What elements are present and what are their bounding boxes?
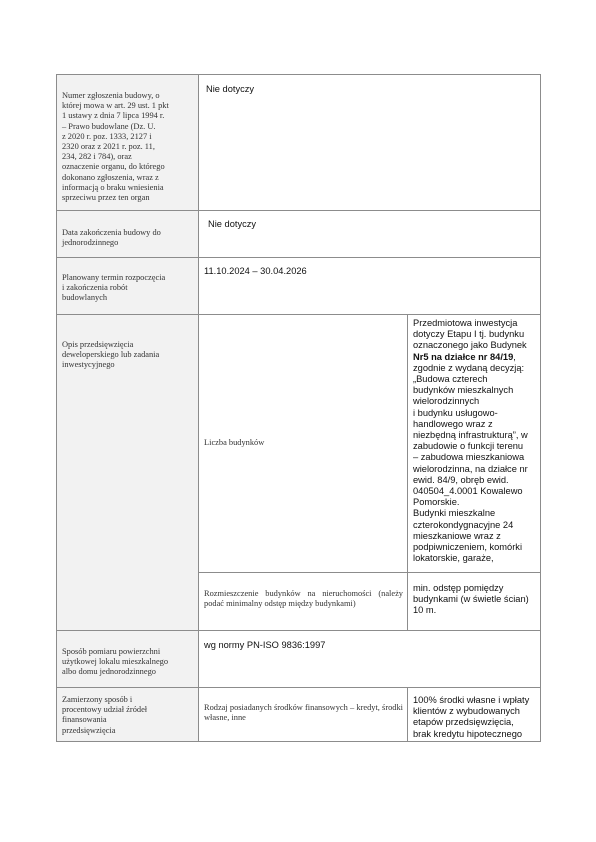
row-value-cell — [408, 315, 541, 573]
prospectus-table — [56, 74, 541, 742]
table-row — [57, 211, 541, 258]
building-notification-value: Nie dotyczy — [206, 84, 255, 94]
table-row — [57, 258, 541, 315]
row-sublabel-cell — [199, 315, 408, 573]
buildings-count-value-intro: Przedmiotowa inwestycja dotyczy Etapu I tj. budynku oznaczonego jako Budynek — [413, 318, 527, 351]
area-measurement-label: Sposób pomiaru powierzchni użytkowej lokalu mieszkalnego albo domu jednorodzinnego — [62, 647, 169, 677]
row-label-cell — [57, 75, 199, 211]
table-row — [57, 631, 541, 688]
buildings-layout-label: Rozmieszczenie budynków na nieruchomości (należy podać minimalny odstęp między budynkami) — [204, 589, 403, 609]
row-label-cell — [57, 258, 199, 315]
building-notification-label: Numer zgłoszenia budowy, o której mowa w art. 29 ust. 1 pkt 1 ustawy z dnia 7 lipca 1994 r. – Prawo budowlane (Dz. U. z 2020 r. poz. 1333, 2127 i 2320 oraz z 2021 r. poz. 11, 234, 282 i 784), oraz oznaczenie organu, do którego dokonano zgłoszenia, wraz z informacją o braku wniesienia sprzeciwu przez ten organ — [62, 91, 169, 203]
row-value-cell — [408, 688, 541, 742]
financing-type-value: 100% środki własne i wpłaty klientów z wybudowanych etapów przedsięwzięcia, brak kredytu hipotecznego — [413, 695, 530, 739]
row-label-cell — [57, 688, 199, 742]
row-label-cell — [57, 315, 199, 631]
row-label-cell — [57, 631, 199, 688]
completion-date-label: Data zakończenia budowy do jednorodzinnego — [62, 228, 161, 248]
row-value-cell — [199, 211, 541, 258]
table-row — [57, 75, 541, 211]
row-value-cell — [199, 631, 541, 688]
buildings-count-value-plot: Nr5 na działce nr 84/19 — [413, 351, 514, 362]
row-label-cell — [57, 211, 199, 258]
buildings-layout-value: min. odstęp pomiędzy budynkami (w świetle ścian) 10 m. — [413, 583, 529, 616]
works-schedule-value: 11.10.2024 – 30.04.2026 — [204, 266, 307, 276]
buildings-count-label: Liczba budynków — [204, 438, 265, 448]
row-sublabel-cell — [199, 573, 408, 631]
buildings-count-value-rest: , zgodnie z wydaną decyzją: „Budowa czterech budynków mieszkalnych wielorodzinnych i budynku usługowo- handlowego wraz z niezbędną infrastrukturą”, w zabudowie o funkcji terenu – zabudowa mieszkaniowa wielorodzinna, na działce nr ewid. 84/9, obręb ewid. 040504_4.0001 Kowalewo Pomorskie. Budynki mieszkalne czterokondygnacyjne 24 mieszkaniowe wraz z podpiwniczeniem, komórki lokatorskie, garaże, — [413, 351, 528, 564]
row-value-cell — [408, 573, 541, 631]
financing-label: Zamierzony sposób i procentowy udział źródeł finansowania przedsięwzięcia — [62, 695, 148, 735]
works-schedule-label: Planowany termin rozpoczęcia i zakończenia robót budowlanych — [62, 273, 166, 303]
completion-date-value: Nie dotyczy — [208, 219, 257, 229]
area-measurement-value: wg normy PN-ISO 9836:1997 — [204, 640, 326, 650]
row-value-cell — [199, 75, 541, 211]
table-row — [57, 315, 541, 573]
project-description-label: Opis przedsięwzięcia deweloperskiego lub zadania inwestycyjnego — [62, 340, 160, 370]
table-row — [57, 688, 541, 742]
row-sublabel-cell — [199, 688, 408, 742]
row-value-cell — [199, 258, 541, 315]
financing-type-label: Rodzaj posiadanych środków finansowych – kredyt, środki własne, inne — [204, 703, 403, 723]
